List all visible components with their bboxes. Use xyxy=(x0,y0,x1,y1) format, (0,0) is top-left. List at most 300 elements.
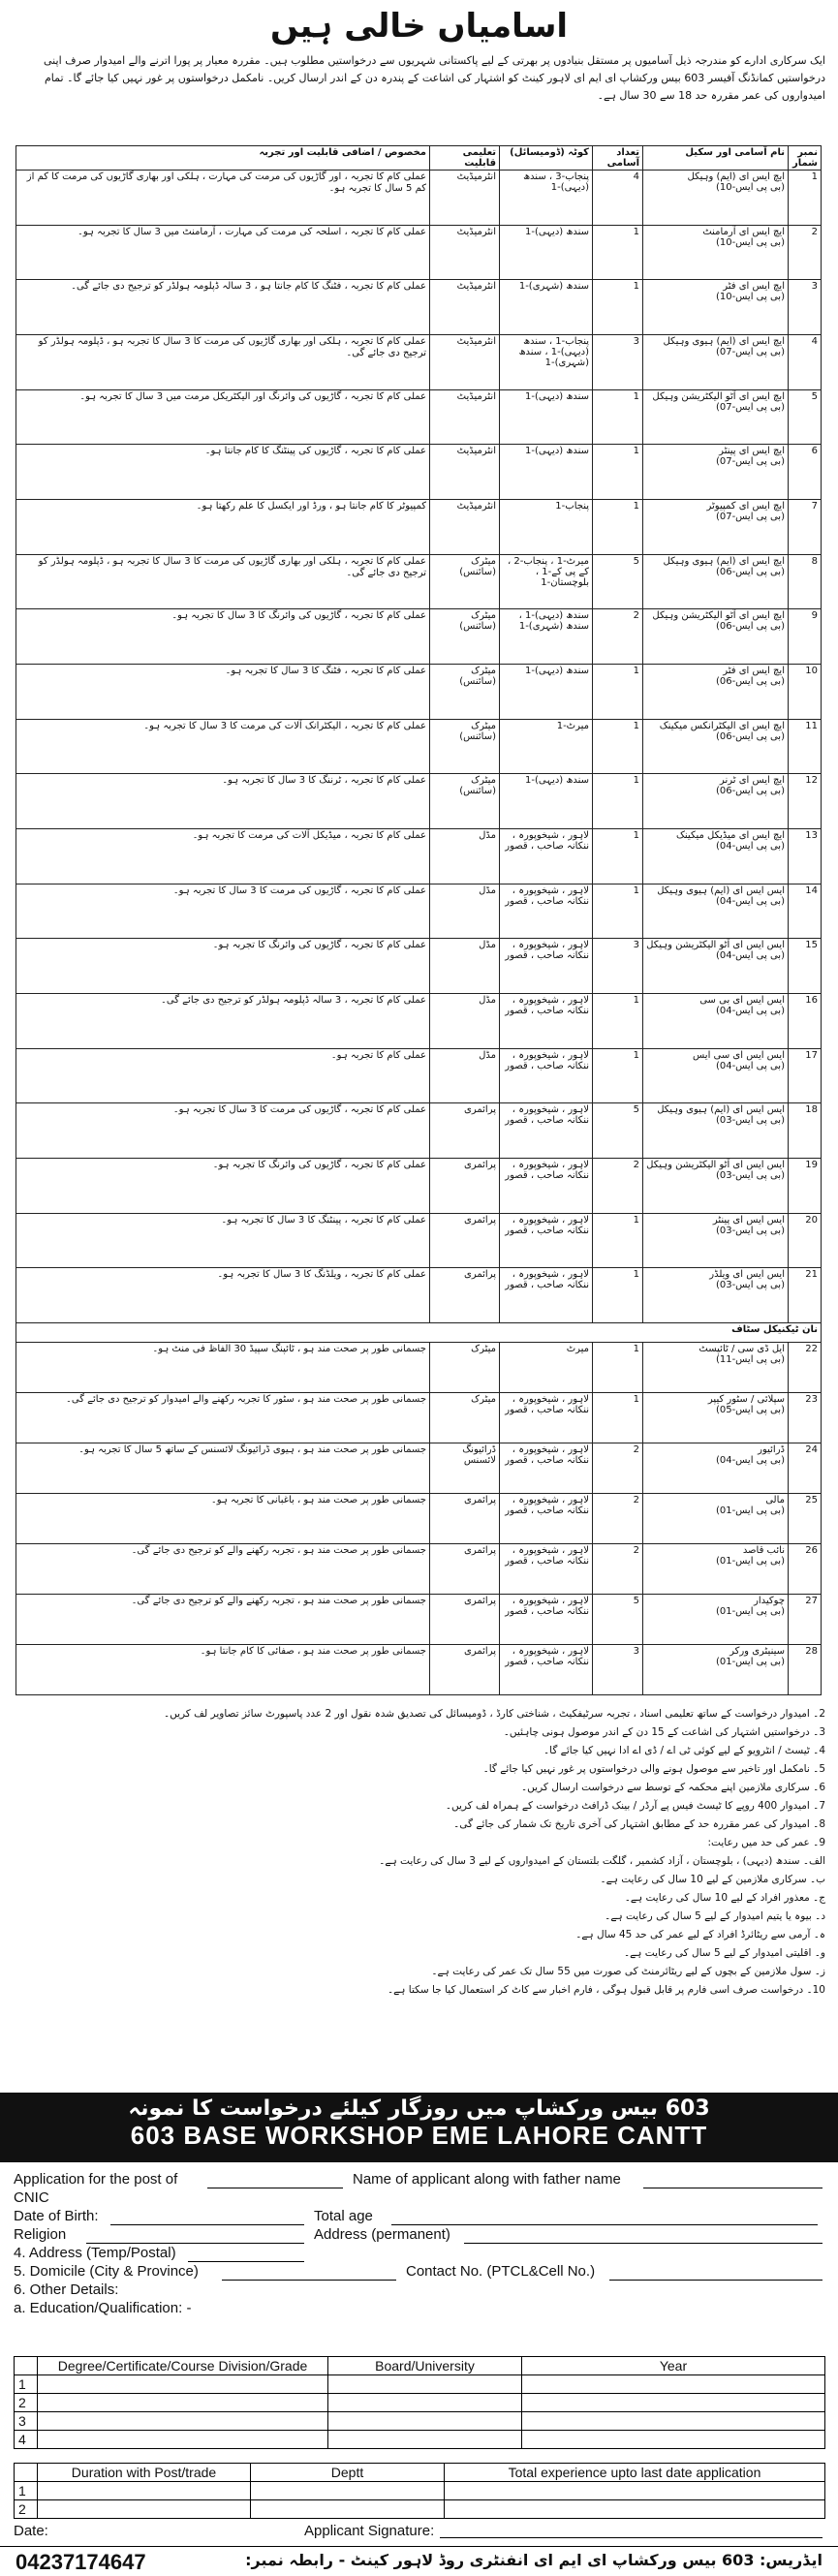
table-row xyxy=(16,1213,822,1268)
post-quota-cell: پنجاب-1 ، سندھ (دیہی)-1 ، سندھ (شہری)-1 xyxy=(500,335,593,390)
post-qualification-cell: مڈل xyxy=(430,939,500,994)
table-row xyxy=(16,335,822,390)
post-requirements-cell: عملی کام کا تجربہ ، گاڑیوں کی وائرنگ اور الیکٹریکل مرمت میں 3 سال کا تجربہ ہو۔ xyxy=(16,389,430,445)
post-qualification-cell: پرائمری xyxy=(430,1159,500,1214)
domicile-label: 5. Domicile (City & Province) xyxy=(14,2263,199,2280)
post-quota-cell: لاہور ، شیخوپورہ ، ننکانہ صاحب ، قصور xyxy=(500,1594,593,1644)
header-quota: کوٹہ (ڈومیسائل) xyxy=(500,146,593,171)
education-table xyxy=(14,2356,825,2449)
post-quantity-cell: 4 xyxy=(593,171,643,226)
post-title: سینیٹری ورکر xyxy=(729,1645,785,1657)
post-title: ایچ ایس ای آرمامنٹ xyxy=(702,226,785,237)
ad-title: اسامیاں خالی ہیں xyxy=(269,7,569,46)
exp-header-blank xyxy=(15,2464,38,2482)
post-qualification-cell: پرائمری xyxy=(430,1543,500,1594)
post-qualification-cell: پرائمری xyxy=(430,1494,500,1544)
post-quantity-cell: 1 xyxy=(593,280,643,335)
table-row xyxy=(16,1048,822,1103)
post-qualification-cell: انٹرمیڈیٹ xyxy=(430,445,500,500)
post-scale: (بی پی ایس-01) xyxy=(715,1605,785,1617)
post-number-cell: 9 xyxy=(789,609,822,665)
post-quota-cell: میرٹ-1 ، پنجاب-2 ، کے پی کے-1 ، بلوچستان-1 xyxy=(500,554,593,609)
post-name-cell xyxy=(643,884,789,939)
note-item: ج۔ معذور افراد کے لیے 10 سال کی رعایت ہے۔ xyxy=(624,1892,825,1904)
contact-bar xyxy=(0,2546,838,2576)
note-item: ز۔ سول ملازمین کے بچوں کے لیے ریٹائرمنٹ کی صورت میں 55 سال تک عمر کی رعایت ہے۔ xyxy=(431,1966,825,1977)
post-requirements-cell: عملی کام کا تجربہ ہو۔ xyxy=(16,1048,430,1103)
post-scale: (بی پی ایس-04) xyxy=(715,950,785,962)
domicile-field[interactable] xyxy=(222,2266,396,2281)
table-row xyxy=(16,774,822,829)
post-name-cell xyxy=(643,389,789,445)
post-requirements-cell: عملی کام کا تجربہ ، فٹنگ کا کام جانتا ہو ، 3 سالہ ڈپلومہ ہولڈر کو ترجیح دی جائے گی۔ xyxy=(16,280,430,335)
dob-field[interactable] xyxy=(110,2211,304,2225)
note-item: 10۔ درخواست صرف اسی فارم پر قابل قبول ہوگی ، فارم اخبار سے کاٹ کر استعمال کیا جا سکتا ہے۔ xyxy=(387,1984,825,1996)
post-requirements-cell: عملی کام کا تجربہ ، اسلحہ کی مرمت کی مہارت ، آرمامنٹ میں 3 سال کا تجربہ ہو۔ xyxy=(16,225,430,280)
post-number-cell: 7 xyxy=(789,500,822,555)
edu-header-year: Year xyxy=(522,2357,825,2375)
age-field[interactable] xyxy=(391,2211,818,2225)
post-quota-cell: میرٹ-1 xyxy=(500,719,593,774)
post-number-cell: 25 xyxy=(789,1494,822,1544)
post-quota-cell: لاہور ، شیخوپورہ ، ننکانہ صاحب ، قصور xyxy=(500,1268,593,1323)
post-name-cell xyxy=(643,335,789,390)
post-title: ایس ایس ای بی سی xyxy=(699,995,785,1007)
post-quota-cell: لاہور ، شیخوپورہ ، ننکانہ صاحب ، قصور xyxy=(500,939,593,994)
post-label: Application for the post of xyxy=(14,2171,178,2188)
post-scale: (بی پی ایس-06) xyxy=(715,730,785,742)
post-requirements-cell: عملی کام کا تجربہ ، گاڑیوں کی مرمت کا 3 سال کا تجربہ ہو۔ xyxy=(16,884,430,939)
table-row xyxy=(16,280,822,335)
post-title: ایس ایس ای سی ایس xyxy=(693,1049,785,1061)
post-name-cell xyxy=(643,1543,789,1594)
total-exp-cell[interactable] xyxy=(445,2482,825,2500)
post-qualification-cell: ڈرائیونگ لائسنس xyxy=(430,1443,500,1494)
post-title: ایس ایس ای آٹو الیکٹریشن وہیکل xyxy=(646,940,785,951)
post-quota-cell: لاہور ، شیخوپورہ ، ننکانہ صاحب ، قصور xyxy=(500,1644,593,1694)
post-quantity-cell: 1 xyxy=(593,774,643,829)
post-quantity-cell: 1 xyxy=(593,1343,643,1393)
table-row xyxy=(16,445,822,500)
post-quota-cell: سندھ (دیہی)-1 xyxy=(500,445,593,500)
signature-field[interactable] xyxy=(440,2536,822,2538)
post-name-cell xyxy=(643,1594,789,1644)
post-quantity-cell: 1 xyxy=(593,500,643,555)
post-quantity-cell: 1 xyxy=(593,445,643,500)
post-number-cell: 14 xyxy=(789,884,822,939)
post-scale: (بی پی ایس-04) xyxy=(715,1455,785,1467)
table-row xyxy=(16,665,822,720)
table-row xyxy=(16,1103,822,1159)
table-row xyxy=(16,994,822,1049)
post-title: ایل ڈی سی / ٹائپسٹ xyxy=(698,1344,785,1355)
post-qualification-cell: پرائمری xyxy=(430,1268,500,1323)
post-title: مالی xyxy=(765,1495,785,1506)
post-quantity-cell: 2 xyxy=(593,1543,643,1594)
post-scale: (بی پی ایس-06) xyxy=(715,621,785,633)
table-row xyxy=(16,554,822,609)
table-row xyxy=(16,1159,822,1214)
post-number-cell: 17 xyxy=(789,1048,822,1103)
post-requirements-cell: عملی کام کا تجربہ ، اور گاڑیوں کی مرمت کی مہارت ، ہلکی اور بھاری گاڑیوں کی مرمت کا کم از کم 5 سال کا تجربہ ہو۔ xyxy=(16,171,430,226)
post-title: ایچ ایس ای فٹر xyxy=(723,281,785,293)
note-item: 5۔ نامکمل اور تاخیر سے موصول ہونے والی درخواستوں پر غور نہیں کیا جائے گا۔ xyxy=(482,1763,825,1775)
post-requirements-cell: عملی کام کا تجربہ ، فٹنگ کا 3 سال کا تجربہ ہو۔ xyxy=(16,665,430,720)
header-requirements: مخصوص / اضافی قابلیت اور تجربہ xyxy=(16,146,430,171)
post-name-cell xyxy=(643,1343,789,1393)
post-title: ایس ایس ای (ایم) ہیوی وہیکل xyxy=(657,1104,785,1116)
experience-table xyxy=(14,2463,825,2519)
post-scale: (بی پی ایس-01) xyxy=(715,1656,785,1667)
post-quota-cell: لاہور ، شیخوپورہ ، ننکانہ صاحب ، قصور xyxy=(500,1048,593,1103)
post-number-cell: 26 xyxy=(789,1543,822,1594)
post-scale: (بی پی ایس-07) xyxy=(715,512,785,523)
post-qualification-cell: انٹرمیڈیٹ xyxy=(430,280,500,335)
post-number-cell: 3 xyxy=(789,280,822,335)
post-name-cell xyxy=(643,1103,789,1159)
table-row xyxy=(16,609,822,665)
post-quota-cell: میرٹ xyxy=(500,1343,593,1393)
post-quantity-cell: 1 xyxy=(593,389,643,445)
notes-section xyxy=(14,1705,825,2000)
post-quantity-cell: 2 xyxy=(593,1159,643,1214)
post-title: ایچ ایس ای میڈیکل میکینک xyxy=(675,830,785,842)
post-scale: (بی پی ایس-06) xyxy=(715,786,785,797)
degree-cell[interactable] xyxy=(38,2375,328,2394)
table-row xyxy=(16,829,822,885)
post-quantity-cell: 2 xyxy=(593,609,643,665)
header-qty: تعداد آسامی xyxy=(593,146,643,171)
degree-cell[interactable] xyxy=(38,2431,328,2449)
post-quantity-cell: 5 xyxy=(593,1103,643,1159)
post-scale: (بی پی ایس-06) xyxy=(715,566,785,577)
post-quantity-cell: 3 xyxy=(593,335,643,390)
post-requirements-cell: عملی کام کا تجربہ ، پینٹنگ کا 3 سال کا تجربہ ہو۔ xyxy=(16,1213,430,1268)
post-requirements-cell: عملی کام کا تجربہ ، ویلڈنگ کا 3 سال کا تجربہ ہو۔ xyxy=(16,1268,430,1323)
table-row xyxy=(15,2500,825,2519)
post-name-cell xyxy=(643,445,789,500)
post-number-cell: 5 xyxy=(789,389,822,445)
post-quantity-cell: 2 xyxy=(593,1443,643,1494)
post-title: ایچ ایس ای (ایم) ہیوی وہیکل xyxy=(663,555,785,567)
post-number-cell: 23 xyxy=(789,1393,822,1443)
note-item: الف۔ سندھ (دیہی) ، بلوچستان ، آزاد کشمیر ، گلگت بلتستان کے امیدواروں کے لیے 3 سال کی رعایت ہے۔ xyxy=(379,1855,825,1867)
post-number-cell: 4 xyxy=(789,335,822,390)
post-scale: (بی پی ایس-03) xyxy=(715,1225,785,1236)
table-row xyxy=(15,2412,825,2431)
post-title: ڈرائیور xyxy=(758,1444,785,1456)
post-name-cell xyxy=(643,719,789,774)
post-title: ایچ ایس ای (ایم) ہیوی وہیکل xyxy=(663,336,785,348)
post-requirements-cell: جسمانی طور پر صحت مند ہو ، صفائی کا کام جانتا ہو۔ xyxy=(16,1644,430,1694)
year-cell[interactable] xyxy=(522,2431,825,2449)
edu-header-board: Board/University xyxy=(328,2357,522,2375)
group-row xyxy=(16,1323,822,1343)
board-cell[interactable] xyxy=(328,2394,522,2412)
posts-table-body xyxy=(16,171,822,1695)
post-requirements-cell: جسمانی طور پر صحت مند ہو ، باغبانی کا تجربہ ہو۔ xyxy=(16,1494,430,1544)
address-permanent-field[interactable] xyxy=(464,2229,822,2244)
post-requirements-cell: عملی کام کا تجربہ ، گاڑیوں کی وائرنگ کا 3 سال کا تجربہ ہو۔ xyxy=(16,609,430,665)
row-index: 4 xyxy=(15,2431,38,2449)
table-row xyxy=(16,1494,822,1544)
application-form xyxy=(14,2170,825,2317)
post-requirements-cell: عملی کام کا تجربہ ، الیکٹرانک آلات کی مرمت کا 3 سال کا تجربہ ہو۔ xyxy=(16,719,430,774)
post-quota-cell: لاہور ، شیخوپورہ ، ننکانہ صاحب ، قصور xyxy=(500,829,593,885)
post-qualification-cell: میٹرک (سائنس) xyxy=(430,774,500,829)
post-name-cell xyxy=(643,500,789,555)
contact-field[interactable] xyxy=(609,2266,822,2281)
signature-label: Applicant Signature: xyxy=(304,2523,435,2539)
post-title: ایچ ایس ای آٹو الیکٹریشن وہیکل xyxy=(652,610,785,622)
table-row xyxy=(15,2394,825,2412)
post-number-cell: 27 xyxy=(789,1594,822,1644)
post-name-cell xyxy=(643,939,789,994)
post-name-cell xyxy=(643,1644,789,1694)
post-qualification-cell: میٹرک (سائنس) xyxy=(430,609,500,665)
post-requirements-cell: عملی کام کا تجربہ ، ٹرننگ کا 3 سال کا تجربہ ہو۔ xyxy=(16,774,430,829)
deptt-cell[interactable] xyxy=(251,2500,445,2519)
post-name-cell xyxy=(643,1494,789,1544)
post-quota-cell: لاہور ، شیخوپورہ ، ننکانہ صاحب ، قصور xyxy=(500,1443,593,1494)
post-title: ایس ایس ای ویلڈر xyxy=(709,1269,785,1281)
table-row xyxy=(15,2431,825,2449)
post-quota-cell: پنجاب-1 xyxy=(500,500,593,555)
total-exp-cell[interactable] xyxy=(445,2500,825,2519)
post-scale: (بی پی ایس-03) xyxy=(715,1115,785,1127)
religion-field[interactable] xyxy=(86,2229,304,2244)
post-name-cell xyxy=(643,829,789,885)
post-requirements-cell: جسمانی طور پر صحت مند ہو ، ہیوی ڈرائیونگ لائسنس کے ساتھ 5 سال کا تجربہ ہو۔ xyxy=(16,1443,430,1494)
post-scale: (بی پی ایس-03) xyxy=(715,1170,785,1182)
post-quota-cell: سندھ (شہری)-1 xyxy=(500,280,593,335)
note-item: 3۔ درخواستیں اشتہار کی اشاعت کے 15 دن کے اندر موصول ہونی چاہئیں۔ xyxy=(503,1726,825,1738)
applicant-field[interactable] xyxy=(643,2174,822,2188)
post-name-cell xyxy=(643,1159,789,1214)
table-row xyxy=(16,500,822,555)
post-name-cell xyxy=(643,554,789,609)
post-quantity-cell: 1 xyxy=(593,994,643,1049)
post-requirements-cell: عملی کام کا تجربہ ، ہلکی اور بھاری گاڑیوں کی مرمت کا 3 سال کا تجربہ ہو ، ڈپلومہ ہولڈر کو ترجیح دی جائے گی۔ xyxy=(16,554,430,609)
row-index: 1 xyxy=(15,2482,38,2500)
post-name-cell xyxy=(643,1048,789,1103)
post-title: ایچ ایس ای آٹو الیکٹریشن وہیکل xyxy=(652,390,785,402)
group-label: نان ٹیکنیکل سٹاف xyxy=(16,1323,822,1343)
exp-header-deptt: Deptt xyxy=(251,2464,445,2482)
phone-number: 04237174647 xyxy=(16,2550,146,2574)
year-cell[interactable] xyxy=(522,2394,825,2412)
post-scale: (بی پی ایس-10) xyxy=(715,236,785,248)
post-scale: (بی پی ایس-11) xyxy=(715,1354,785,1366)
post-number-cell: 6 xyxy=(789,445,822,500)
post-title: ایچ ایس ای (ایم) وہیکل xyxy=(687,171,785,182)
board-cell[interactable] xyxy=(328,2431,522,2449)
post-number-cell: 2 xyxy=(789,225,822,280)
table-row xyxy=(16,939,822,994)
post-requirements-cell: عملی کام کا تجربہ ، گاڑیوں کی وائرنگ کا تجربہ ہو۔ xyxy=(16,1159,430,1214)
post-requirements-cell: جسمانی طور پر صحت مند ہو ، سٹور کا تجربہ رکھنے والے امیدوار کو ترجیح دی جائے گی۔ xyxy=(16,1393,430,1443)
board-cell[interactable] xyxy=(328,2412,522,2431)
post-qualification-cell: مڈل xyxy=(430,829,500,885)
post-requirements-cell: عملی کام کا تجربہ ، 3 سالہ ڈپلومہ ہولڈر کو ترجیح دی جائے گی۔ xyxy=(16,994,430,1049)
post-number-cell: 13 xyxy=(789,829,822,885)
table-row xyxy=(16,1343,822,1393)
post-quantity-cell: 1 xyxy=(593,665,643,720)
other-details-label: 6. Other Details: xyxy=(14,2281,119,2298)
post-quantity-cell: 1 xyxy=(593,1393,643,1443)
post-qualification-cell: انٹرمیڈیٹ xyxy=(430,335,500,390)
banner-urdu: 603 بیس ورکشاپ میں روزگار کیلئے درخواست کا نمونہ xyxy=(128,2096,710,2121)
post-requirements-cell: کمپیوٹر کا کام جانتا ہو ، ورڈ اور ایکسل کا علم رکھتا ہو۔ xyxy=(16,500,430,555)
post-title: ایچ ایس ای الیکٹرانکس میکینک xyxy=(659,720,785,731)
posts-table-header xyxy=(16,146,822,171)
note-item: د۔ بیوہ یا یتیم امیدوار کے لیے 5 سال کی رعایت ہے۔ xyxy=(605,1910,825,1922)
table-row xyxy=(15,2375,825,2394)
post-title: نائب قاصد xyxy=(742,1544,785,1556)
intro-paragraph: ایک سرکاری ادارے کو مندرجہ ذیل آسامیوں پر مستقل بنیادوں پر بھرتی کے لیے پاکستانی شہریوں سے درخواستیں مطلوب ہیں۔ مقررہ معیار پر پورا اترنے والے امیدوار صرف اپنی درخواستیں کمانڈنگ آفیسر 603 بیس ورکشاپ ای ایم ای لاہور کینٹ کو اشتہار کی اشاعت کے پندرہ دن کے اندر ارسال کریں۔ نامکمل درخواستوں پر غور نہیں کیا جائے گا۔ تمام امیدواروں کی عمر مقررہ حد 18 سے 30 سال ہے۔ xyxy=(44,54,825,102)
table-row xyxy=(16,1443,822,1494)
post-quota-cell: لاہور ، شیخوپورہ ، ننکانہ صاحب ، قصور xyxy=(500,1213,593,1268)
form-banner xyxy=(0,2093,838,2162)
exp-header-duration: Duration with Post/trade xyxy=(38,2464,251,2482)
post-qualification-cell: میٹرک xyxy=(430,1393,500,1443)
note-item: ب۔ سرکاری ملازمین کے لیے 10 سال کی رعایت ہے۔ xyxy=(600,1874,825,1885)
post-qualification-cell: میٹرک (سائنس) xyxy=(430,719,500,774)
post-scale: (بی پی ایس-07) xyxy=(715,347,785,358)
table-row xyxy=(16,884,822,939)
post-qualification-cell: مڈل xyxy=(430,1048,500,1103)
post-name-cell xyxy=(643,609,789,665)
post-name-cell xyxy=(643,280,789,335)
table-row xyxy=(16,1644,822,1694)
post-quota-cell: پنجاب-3 ، سندھ (دیہی)-1 xyxy=(500,171,593,226)
post-name-cell xyxy=(643,994,789,1049)
row-index: 2 xyxy=(15,2500,38,2519)
post-scale: (بی پی ایس-01) xyxy=(715,1505,785,1517)
post-title: چوکیدار xyxy=(754,1595,785,1606)
post-name-cell xyxy=(643,225,789,280)
post-quota-cell: سندھ (دیہی)-1 xyxy=(500,225,593,280)
board-cell[interactable] xyxy=(328,2375,522,2394)
post-requirements-cell: جسمانی طور پر صحت مند ہو ، تجربہ رکھنے والے کو ترجیح دی جائے گی۔ xyxy=(16,1543,430,1594)
post-title: سپلائی / سٹور کیپر xyxy=(707,1394,785,1406)
post-qualification-cell: پرائمری xyxy=(430,1213,500,1268)
post-qualification-cell: انٹرمیڈیٹ xyxy=(430,225,500,280)
post-number-cell: 8 xyxy=(789,554,822,609)
post-title: ایچ ایس ای فٹر xyxy=(723,666,785,677)
post-qualification-cell: پرائمری xyxy=(430,1103,500,1159)
post-title: ایس ایس ای پینٹر xyxy=(712,1214,785,1226)
post-title: ایس ایس ای آٹو الیکٹریشن وہیکل xyxy=(646,1160,785,1171)
table-row xyxy=(16,1393,822,1443)
post-number-cell: 28 xyxy=(789,1644,822,1694)
post-quota-cell: سندھ (دیہی)-1 xyxy=(500,774,593,829)
post-scale: (بی پی ایس-04) xyxy=(715,841,785,853)
post-requirements-cell: عملی کام کا تجربہ ، گاڑیوں کی پینٹنگ کا کام جانتا ہو۔ xyxy=(16,445,430,500)
post-scale: (بی پی ایس-01) xyxy=(715,1555,785,1567)
contact-label: Contact No. (PTCL&Cell No.) xyxy=(406,2263,596,2280)
post-name-cell xyxy=(643,1213,789,1268)
post-name-cell xyxy=(643,665,789,720)
post-scale: (بی پی ایس-07) xyxy=(715,456,785,468)
banner-english: 603 BASE WORKSHOP EME LAHORE CANTT xyxy=(130,2121,708,2150)
post-requirements-cell: عملی کام کا تجربہ ، گاڑیوں کی مرمت کا 3 سال کا تجربہ ہو۔ xyxy=(16,1103,430,1159)
deptt-cell[interactable] xyxy=(251,2482,445,2500)
note-item: 9۔ عمر کی حد میں رعایت: xyxy=(707,1837,825,1848)
header-num: نمبر شمار xyxy=(789,146,822,171)
post-number-cell: 10 xyxy=(789,665,822,720)
post-requirements-cell: عملی کام کا تجربہ ، گاڑیوں کی وائرنگ کا تجربہ ہو۔ xyxy=(16,939,430,994)
post-field[interactable] xyxy=(207,2174,343,2188)
duration-cell[interactable] xyxy=(38,2482,251,2500)
office-address: ایڈریس: 603 بیس ورکشاپ ای ایم ای انفنٹری روڈ لاہور کینٹ - رابطہ نمبر: xyxy=(245,2551,822,2569)
year-cell[interactable] xyxy=(522,2412,825,2431)
year-cell[interactable] xyxy=(522,2375,825,2394)
post-number-cell: 11 xyxy=(789,719,822,774)
degree-cell[interactable] xyxy=(38,2394,328,2412)
post-qualification-cell: مڈل xyxy=(430,884,500,939)
post-quantity-cell: 5 xyxy=(593,554,643,609)
exp-header-total: Total experience upto last date application xyxy=(445,2464,825,2482)
table-row xyxy=(16,225,822,280)
religion-label: Religion xyxy=(14,2226,67,2243)
note-item: 8۔ امیدوار کی عمر مقررہ حد کے مطابق اشتہار کی آخری تاریخ تک شمار کی جائے گی۔ xyxy=(453,1818,825,1830)
post-quota-cell: لاہور ، شیخوپورہ ، ننکانہ صاحب ، قصور xyxy=(500,1543,593,1594)
table-row xyxy=(16,1268,822,1323)
header-post: نام آسامی اور سکیل xyxy=(643,146,789,171)
table-row xyxy=(16,389,822,445)
post-scale: (بی پی ایس-03) xyxy=(715,1280,785,1291)
post-quantity-cell: 1 xyxy=(593,1213,643,1268)
note-item: 4۔ ٹیسٹ / انٹرویو کے لیے کوئی ٹی اے / ڈی اے ادا نہیں کیا جائے گا۔ xyxy=(543,1745,825,1756)
post-quantity-cell: 3 xyxy=(593,1644,643,1694)
post-quota-cell: لاہور ، شیخوپورہ ، ننکانہ صاحب ، قصور xyxy=(500,884,593,939)
post-title: ایس ایس ای (ایم) ہیوی وہیکل xyxy=(657,885,785,896)
row-index: 3 xyxy=(15,2412,38,2431)
post-scale: (بی پی ایس-07) xyxy=(715,401,785,413)
post-scale: (بی پی ایس-04) xyxy=(715,1060,785,1071)
form-footer xyxy=(14,2523,825,2539)
post-quota-cell: لاہور ، شیخوپورہ ، ننکانہ صاحب ، قصور xyxy=(500,1494,593,1544)
post-scale: (بی پی ایس-05) xyxy=(715,1405,785,1416)
post-name-cell xyxy=(643,1443,789,1494)
edu-header-blank xyxy=(15,2357,38,2375)
post-requirements-cell: جسمانی طور پر صحت مند ہو ، ٹائپنگ سپیڈ 30 الفاظ فی منٹ ہو۔ xyxy=(16,1343,430,1393)
address-permanent-label: Address (permanent) xyxy=(314,2226,450,2243)
table-row xyxy=(16,171,822,226)
post-qualification-cell: میٹرک (سائنس) xyxy=(430,665,500,720)
post-quota-cell: لاہور ، شیخوپورہ ، ننکانہ صاحب ، قصور xyxy=(500,1103,593,1159)
post-quota-cell: سندھ (دیہی)-1 xyxy=(500,389,593,445)
dob-label: Date of Birth: xyxy=(14,2208,99,2224)
post-qualification-cell: پرائمری xyxy=(430,1594,500,1644)
post-quota-cell: لاہور ، شیخوپورہ ، ننکانہ صاحب ، قصور xyxy=(500,1393,593,1443)
post-scale: (بی پی ایس-04) xyxy=(715,895,785,907)
row-index: 2 xyxy=(15,2394,38,2412)
post-requirements-cell: عملی کام کا تجربہ ، میڈیکل آلات کی مرمت کا تجربہ ہو۔ xyxy=(16,829,430,885)
post-qualification-cell: انٹرمیڈیٹ xyxy=(430,171,500,226)
degree-cell[interactable] xyxy=(38,2412,328,2431)
table-row xyxy=(15,2482,825,2500)
duration-cell[interactable] xyxy=(38,2500,251,2519)
post-qualification-cell: انٹرمیڈیٹ xyxy=(430,389,500,445)
post-quota-cell: لاہور ، شیخوپورہ ، ننکانہ صاحب ، قصور xyxy=(500,994,593,1049)
post-scale: (بی پی ایس-10) xyxy=(715,182,785,193)
note-item: 2۔ امیدوار درخواست کے ساتھ تعلیمی اسناد ، تجربہ سرٹیفکیٹ ، شناختی کارڈ ، ڈومیسائل کی تصدیق شدہ نقول اور 2 عدد پاسپورٹ سائز تصاویر لف کریں۔ xyxy=(163,1708,825,1720)
post-quantity-cell: 1 xyxy=(593,829,643,885)
address-temp-field[interactable] xyxy=(188,2248,304,2262)
post-name-cell xyxy=(643,1393,789,1443)
